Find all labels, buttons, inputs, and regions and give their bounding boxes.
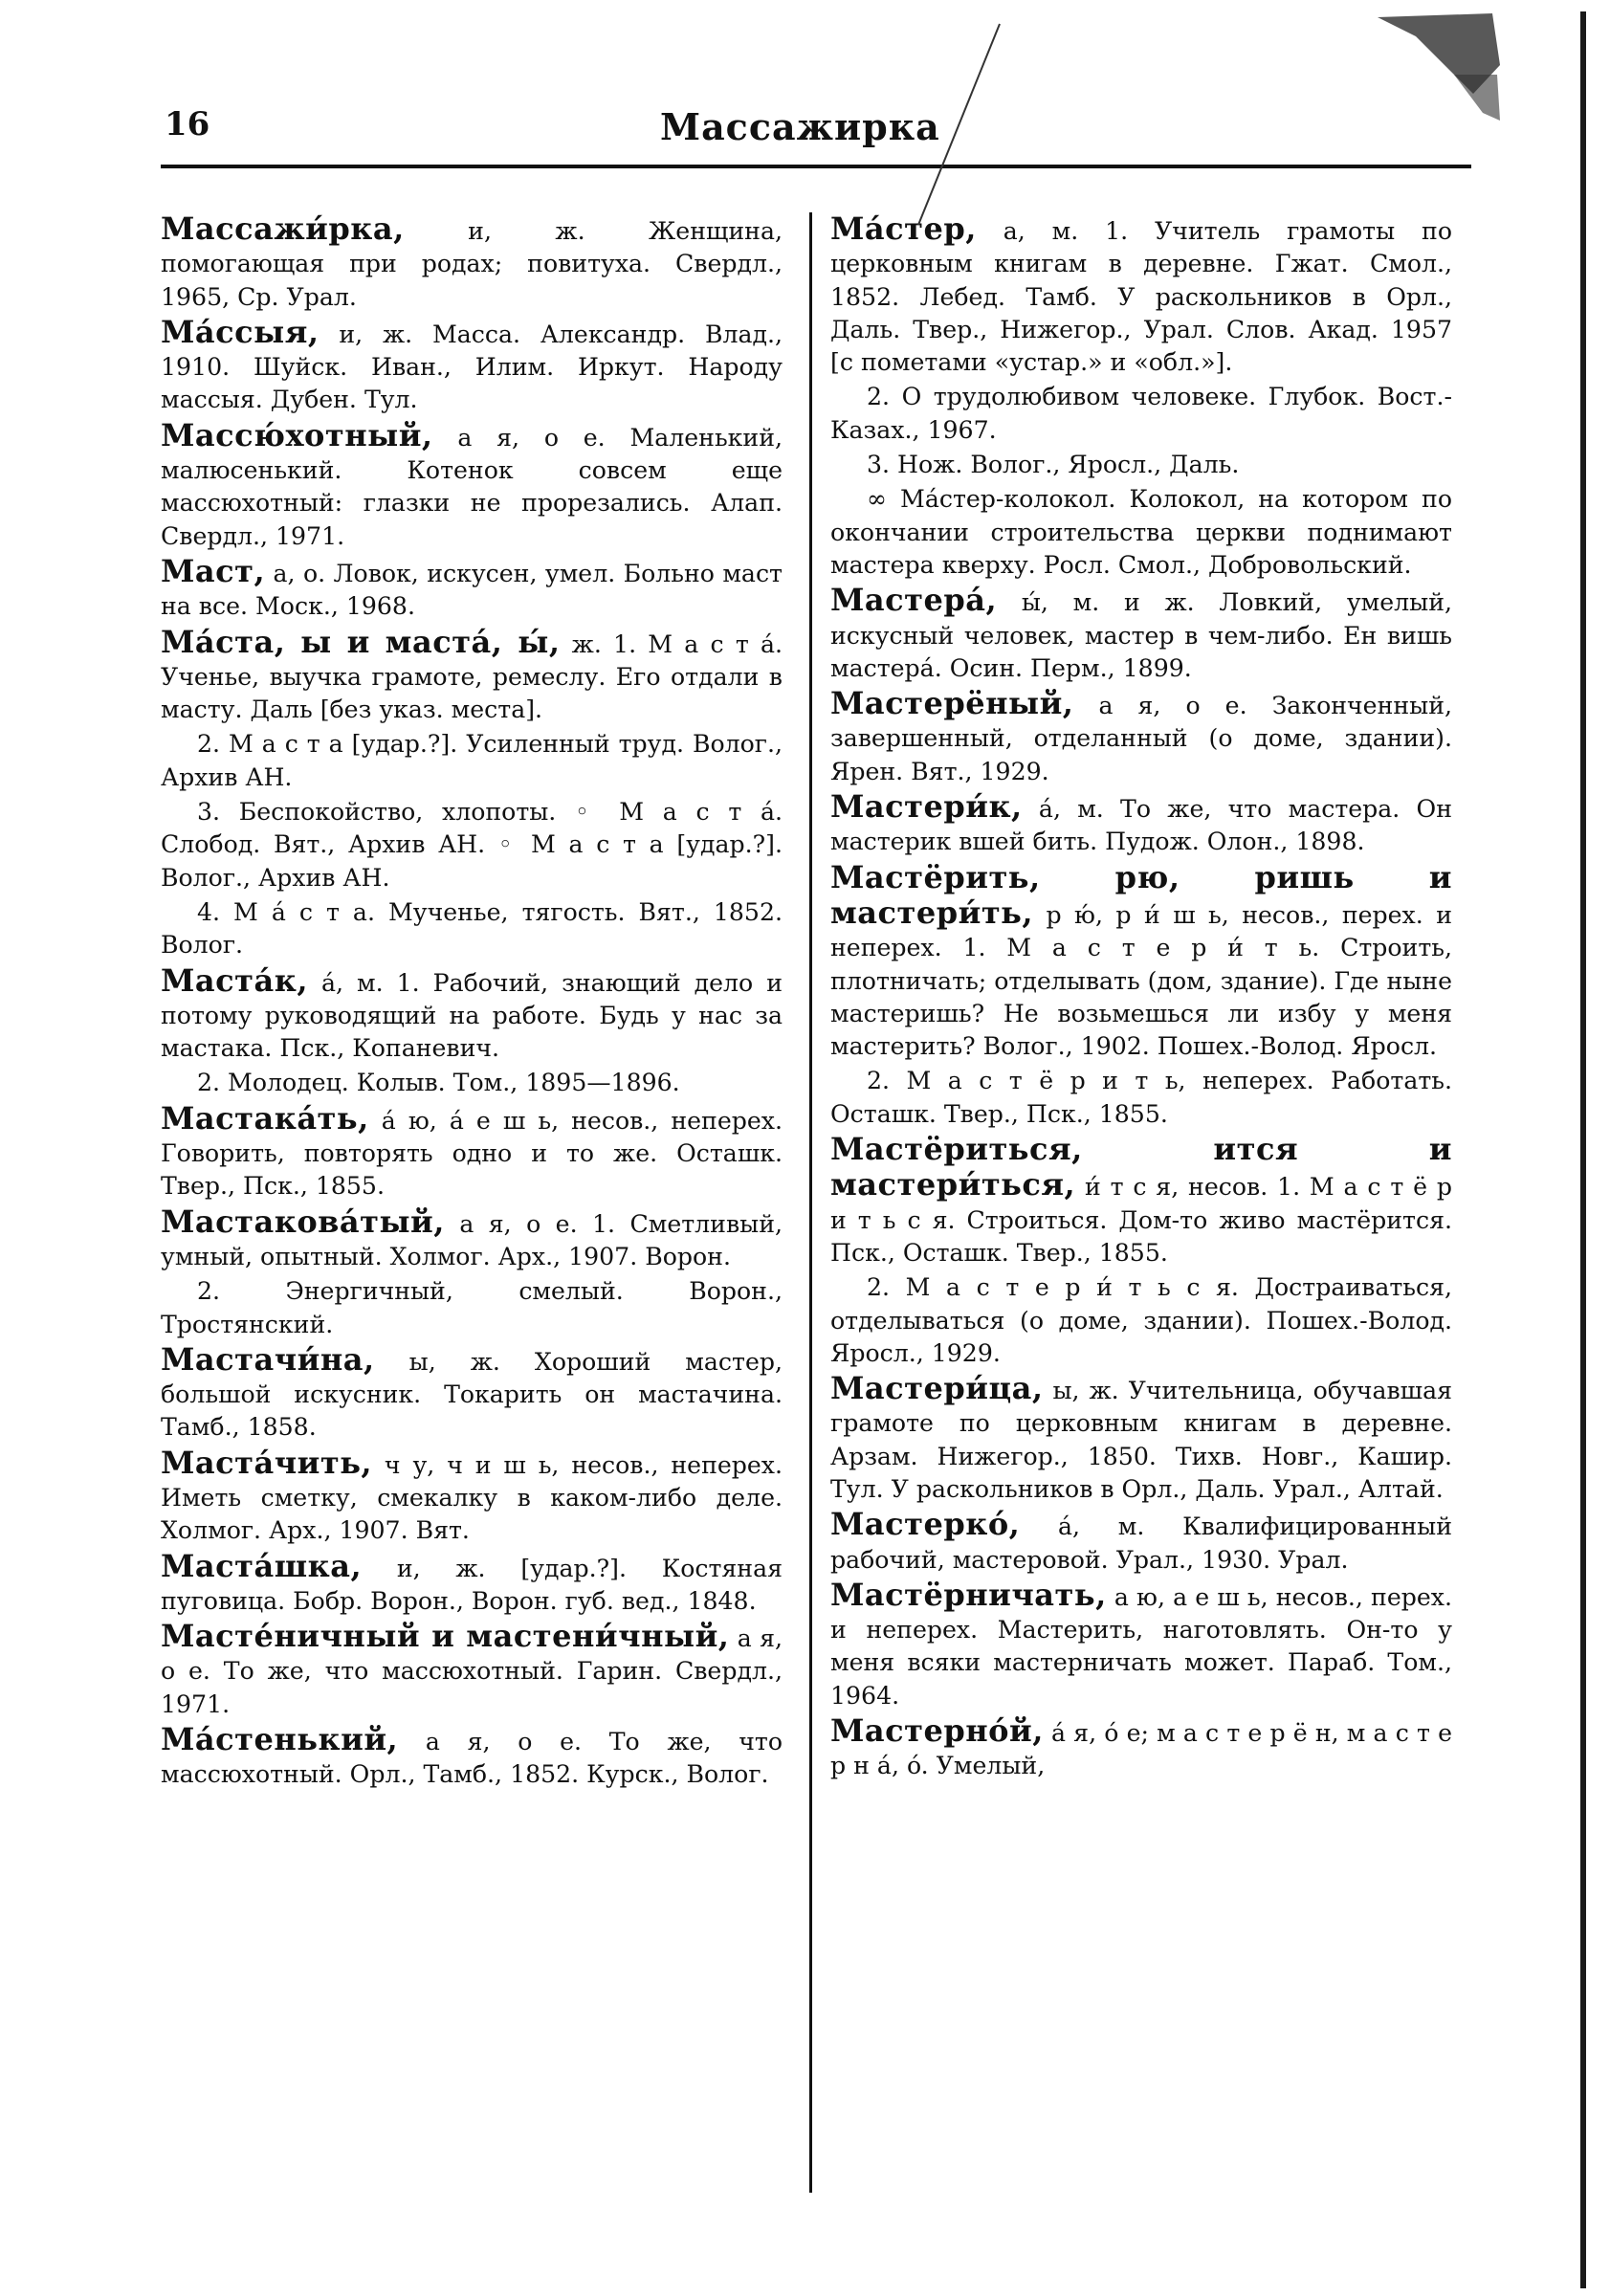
left-entry [161, 728, 783, 794]
right-entry [830, 483, 1452, 582]
right-entry [830, 449, 1452, 481]
entry-text: а я, о е. То же, что массюхотный. Гарин. Свердл., 1971. [161, 1624, 783, 1718]
right-entry [830, 790, 1452, 859]
headword: Мастеркó, [830, 1506, 1021, 1543]
entry-text: ч у, ч и ш ь, несов., неперех. Иметь сметку, смекалку в каком-либо деле. Холмог. Арх., 1907. Вят. [161, 1450, 783, 1545]
headword: Массю́хотный, [161, 416, 433, 453]
right-entry [830, 381, 1452, 447]
headword: Масте́ничный и мастени́чный, [161, 1618, 730, 1655]
entry-text: и́ т с я, несов. 1. М а с т ё р и т ь с я. Строиться. Дом-то живо мастёрится. Пск., Осташк. Твер., 1855. [830, 1173, 1452, 1267]
headword: Мастера́, [830, 582, 998, 619]
right-entry [830, 1714, 1452, 1783]
right-entry [830, 1271, 1452, 1370]
headword: Массажи́рка, [161, 210, 405, 247]
left-entry [161, 796, 783, 894]
left-entry [161, 552, 783, 624]
left-entry [161, 896, 783, 962]
corner-smudge-mark [1358, 8, 1502, 122]
entry-text: 3. Беспокойство, хлопоты. ◦ М а с т а́. Слобод. Вят., Архив АН. ◦ М а с т а [удар.?]. Волог., Архив АН. [161, 798, 783, 892]
left-entry [161, 1340, 783, 1445]
headword: Мастёрить, рю, ришь и мастери́ть, [830, 858, 1452, 931]
left-entry [161, 1547, 783, 1619]
running-head: Массажирка [660, 105, 940, 148]
entry-text: а я, о е. Маленький, малюсенький. Котенок совсем еще массюхотный: глазки не прорезались. Алап. Свердл., 1971. [161, 423, 783, 550]
entry-text: а, м. 1. Учитель грамоты по церковным книгам в деревне. Гжат. Смол., 1852. Лебед. Тамб. У раскольников в Орл., Даль. Твер., Нижегор., Урал. Слов. Акад. 1957 [с пометами «устар.» и «обл.»]. [830, 217, 1452, 377]
pen-stroke-mark [909, 19, 1004, 230]
entry-text: 2. М а с т е р и́ т ь с я. Достраиваться, отделываться (о доме, здании). Пошех.-Волод. Яросл., 1929. [830, 1273, 1452, 1367]
entry-text: и, ж. Масса. Александр. Влад., 1910. Шуйск. Иван., Илим. Иркут. Народу массыя. Дубен. Тул. [161, 320, 783, 414]
left-column [161, 212, 783, 1794]
left-entry [161, 1446, 783, 1548]
header-rule [161, 165, 1471, 168]
headword: Ма́стер, [830, 210, 977, 247]
headword: Мастери́ца, [830, 1370, 1044, 1407]
headword: Ма́ссыя, [161, 313, 320, 350]
headword: Ма́ста, ы и маста́, ы́, [161, 623, 561, 660]
entry-text: ы, ж. Хороший мастер, большой искусник. Токарить он мастачина. Тамб., 1858. [161, 1347, 783, 1442]
entry-text: 2. Энергичный, смелый. Ворон., Тростянский. [161, 1277, 783, 1338]
entry-text: а́ ю, а́ е ш ь, несов., неперех. Говорить, повторять одно и то же. Осташк. Твер., Пск., 1855. [161, 1106, 783, 1201]
left-entry [161, 1099, 783, 1203]
entry-text: а, о. Ловок, искусен, умел. Больно маст на все. Моск., 1968. [161, 559, 783, 621]
entry-text: ы́, м. и ж. Ловкий, умелый, искусный человек, мастер в чем-либо. Ен вишь мастерá. Осин. Перм., 1899. [830, 588, 1452, 682]
entry-text: а я, о е. То же, что массюхотный. Орл., Тамб., 1852. Курск., Волог. [161, 1728, 783, 1789]
left-entry [161, 961, 783, 1066]
entry-text: а́ я, ó е; м а с т е р ё н, м а с т е р н á, ó. Умелый, [830, 1719, 1452, 1780]
entry-text: а я, о е. Законченный, завершенный, отделанный (о доме, здании). Ярен. Вят., 1929. [830, 692, 1452, 785]
headword: Мастерно́й, [830, 1712, 1044, 1750]
page-number: 16 [165, 105, 210, 144]
entry-text: ы, ж. Учительница, обучавшая грамоте по церковным книгам в деревне. Арзам. Нижегор., 1850. Тихв. Новг., Кашир. Тул. У раскольников в Орл., Даль. Урал., Алтай. [830, 1377, 1452, 1503]
right-entry [830, 1372, 1452, 1506]
entry-text: 4. М а́ с т а. Мученье, тягость. Вят., 1852. Волог. [161, 897, 783, 960]
entry-text: и, ж. [удар.?]. Костяная пуговица. Бобр. Ворон., Ворон. губ. вед., 1848. [161, 1554, 783, 1615]
entry-text: а́, м. 1. Рабочий, знающий дело и потому руководящий на работе. Будь у нас за мастака. Пск., Копаневич. [161, 968, 783, 1063]
headword: Мастёриться, ится и мастери́ться, [830, 1131, 1452, 1203]
column-divider [809, 212, 812, 2193]
right-entry [830, 858, 1452, 1064]
entry-text: а ю, а е ш ь, несов., перех. и неперех. Мастерить, наготовлять. Он-то у меня всяки мастерничать может. Параб. Том., 1964. [830, 1582, 1452, 1710]
right-entry [830, 1578, 1452, 1712]
headword: Маста́к, [161, 961, 308, 999]
entry-text: ж. 1. М а с т а́. Ученье, выучка грамоте, ремеслу. Его отдали в масту. Даль [без указ. места]. [161, 629, 783, 724]
entry-text: и, ж. Женщина, помогающая при родах; повитуха. Свердл., 1965, Ср. Урал. [161, 217, 783, 311]
entry-text: 2. М а с т ё р и т ь, неперех. Работать. Осташк. Твер., Пск., 1855. [830, 1067, 1452, 1128]
entry-text: 2. О трудолюбивом человеке. Глубок. Вост.-Казах., 1967. [830, 383, 1452, 444]
right-entry [830, 584, 1452, 685]
headword: Ма́стенький, [161, 1721, 399, 1758]
entry-text: 3. Нож. Волог., Яросл., Даль. [867, 451, 1240, 479]
left-entry [161, 416, 783, 553]
right-entry [830, 212, 1452, 379]
entry-text: р ю́, р и́ ш ь, несов., перех. и неперех. 1. М а с т е р и́ т ь. Строить, плотничать; отделывать (дом, здание). Где ныне мастеришь? Не возьмешься ли избу у меня мастерить? Волог., 1902. Пошех.-Волод. Яросл. [830, 900, 1452, 1061]
entry-text: á, м. Квалифицированный рабочий, мастеровой. Урал., 1930. Урал. [830, 1512, 1452, 1574]
headword: Мастёрничать, [830, 1576, 1107, 1613]
headword: Мастака́ть, [161, 1099, 369, 1137]
right-entry [830, 687, 1452, 788]
left-entry [161, 1620, 783, 1721]
left-entry [161, 623, 783, 727]
left-entry [161, 1723, 783, 1792]
headword: Мастерёный, [830, 685, 1074, 722]
left-entry [161, 1275, 783, 1341]
entry-text: 2. М а с т а [удар.?]. Усиленный труд. Волог., Архив АН. [161, 730, 783, 791]
entry-text: а я, о е. 1. Сметливый, умный, опытный. Холмог. Арх., 1907. Ворон. [161, 1209, 783, 1270]
left-entry [161, 1067, 783, 1099]
left-entry [161, 313, 783, 417]
right-entry [830, 1133, 1452, 1269]
headword: Мастáшка, [161, 1547, 363, 1584]
right-entry [830, 1508, 1452, 1577]
left-entry [161, 212, 783, 314]
entry-text: 2. Молодец. Колыв. Том., 1895—1896. [197, 1069, 680, 1097]
headword: Мастачи́на, [161, 1340, 375, 1378]
entry-text: а́, м. То же, что мастера. Он мастерик вшей бить. Пудож. Олон., 1898. [830, 795, 1452, 856]
headword: Маста́чить, [161, 1444, 373, 1481]
headword: Мастакова́тый, [161, 1203, 445, 1240]
headword: Мастери́к, [830, 788, 1023, 826]
left-entry [161, 1205, 783, 1274]
page-edge-shadow [1580, 11, 1586, 2288]
right-entry [830, 1065, 1452, 1131]
entry-text: ∞ Ма́стер-колокол. Колокол, на котором по окончании строительства церкви поднимают мастера кверху. Росл. Смол., Добровольский. [830, 485, 1452, 579]
headword: Маст, [161, 552, 266, 589]
right-column [830, 212, 1452, 1785]
